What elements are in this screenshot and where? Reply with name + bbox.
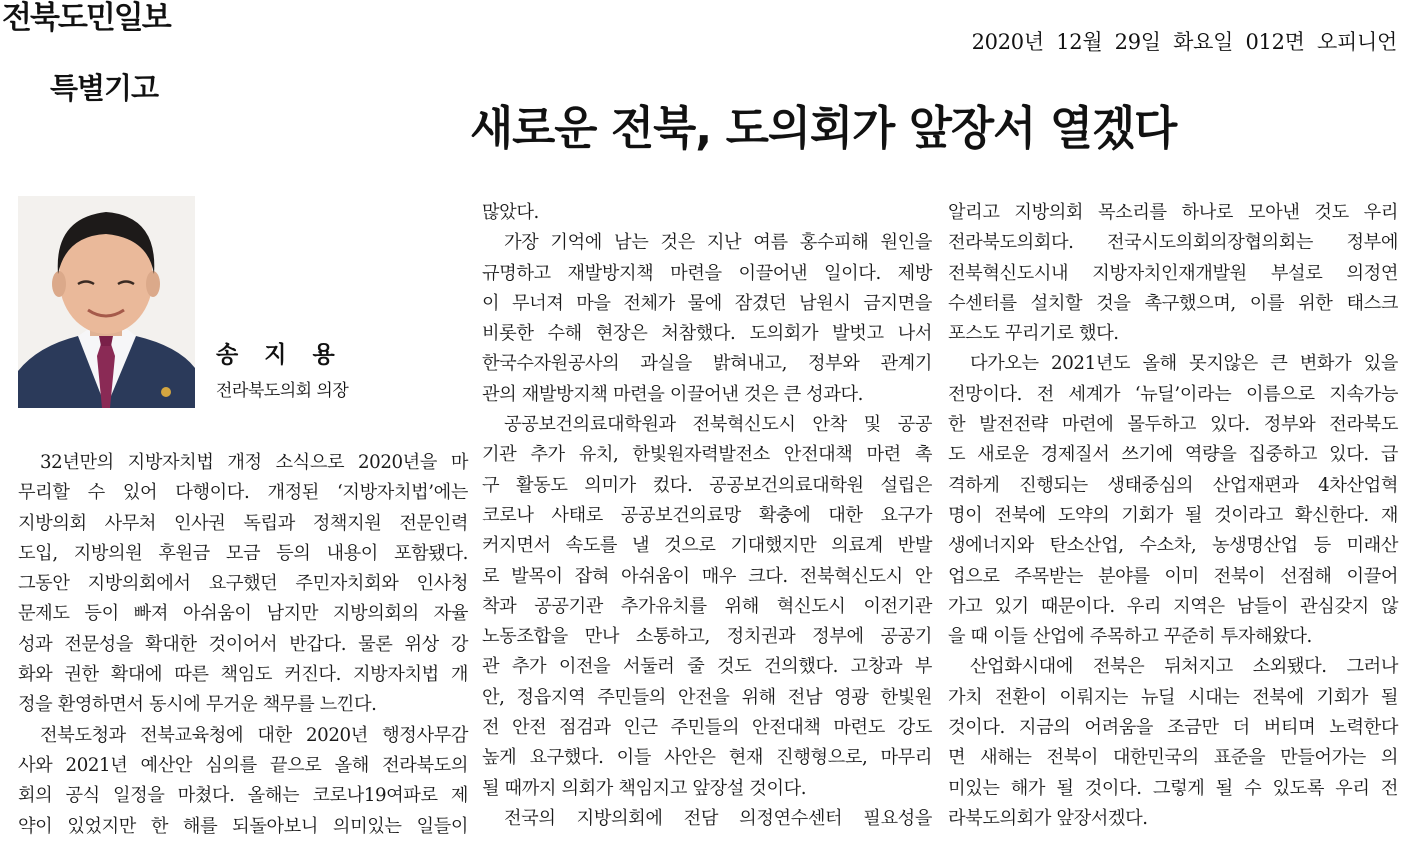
article-text-line: 도 새로운 경제질서 쓰기에 역량을 집중하고 있다. 급 xyxy=(948,444,1398,466)
article-text-line: 명이 전북에 도약의 기회가 될 것이라고 확신한다. 재 xyxy=(948,504,1398,526)
newspaper-masthead: 전북도민일보 xyxy=(2,0,170,36)
article-text-line: 격하게 진행되는 생태중심의 산업재편과 4차산업혁 xyxy=(948,474,1398,496)
article-text-line: 도입, 지방의원 후원금 모금 등의 내용이 포함됐다. xyxy=(18,542,468,564)
article-text-line: 생에너지와 탄소산업, 수소차, 농생명산업 등 미래산 xyxy=(948,535,1398,557)
article-text-line: 될 때까지 의회가 책임지고 앞장설 것이다. xyxy=(482,777,807,799)
article-column-3 xyxy=(948,198,1398,834)
article-text-line: 관 추가 이전을 서둘러 줄 것도 건의했다. 고창과 부 xyxy=(482,656,932,678)
publication-dateline: 2020년 12월 29일 화요일 012면 오피니언 xyxy=(971,30,1397,54)
article-text-line: 면 새해는 전북이 대한민국의 표준을 만들어가는 의 xyxy=(948,747,1398,769)
article-text-line: 구 활동도 의미가 컸다. 공공보건의료대학원 설립은 xyxy=(482,474,932,496)
article-text-line: 전국의 지방의회에 전담 의정연수센터 필요성을 xyxy=(504,807,932,829)
article-text-line: 수센터를 설치할 것을 촉구했으며, 이를 위한 태스크 xyxy=(948,292,1398,314)
article-text-line: 공공보건의료대학원과 전북혁신도시 안착 및 공공 xyxy=(504,414,932,436)
article-text-line: 코로나 사태로 공공보건의료망 확충에 대한 요구가 xyxy=(482,504,932,526)
article-text-line: 전라북도의회다. 전국시도의회의장협의회는 정부에 xyxy=(948,232,1398,254)
article-text-line: 알리고 지방의회 목소리를 하나로 모아낸 것도 우리 xyxy=(948,202,1398,223)
article-text-line: 로 발목이 잡혀 아쉬움이 매우 크다. 전북혁신도시 안 xyxy=(482,565,932,587)
article-text-line: 회의 공식 일정을 마쳤다. 올해는 코로나19여파로 제 xyxy=(18,785,468,807)
article-text-line: 전망이다. 전 세계가 ‘뉴딜’이라는 이름으로 지속가능 xyxy=(948,383,1398,405)
article-text-line: 한국수자원공사의 과실을 밝혀내고, 정부와 관계기 xyxy=(482,353,932,375)
article-text-line: 문제도 등이 빠져 아쉬움이 남지만 지방의회의 자율 xyxy=(18,603,468,625)
author-photo xyxy=(18,196,195,408)
article-text-line: 다가오는 2021년도 올해 못지않은 큰 변화가 있을 xyxy=(970,353,1398,375)
article-text-line: 관의 재발방지책 마련을 이끌어낸 것은 큰 성과다. xyxy=(482,383,864,405)
article-text-line: 가치 전환이 이뤄지는 뉴딜 시대는 전북에 기회가 될 xyxy=(948,686,1398,708)
article-text-line: 전북혁신도시내 지방자치인재개발원 부설로 의정연 xyxy=(948,262,1398,284)
article-text-line: 한 발전전략 마련에 몰두하고 있다. 정부와 전라북도 xyxy=(948,414,1398,436)
author-portrait-icon xyxy=(18,196,195,408)
article-text-line: 높게 요구했다. 이들 사안은 현재 진행형으로, 마무리 xyxy=(482,747,932,769)
section-label: 특별기고 xyxy=(50,71,159,105)
author-title: 전라북도의회 의장 xyxy=(216,381,349,401)
article-text-line: 화와 권한 확대에 따른 책임도 커진다. 지방자치법 개 xyxy=(18,664,468,686)
article-text-line: 업으로 주목받는 분야를 이미 전북이 선점해 이끌어 xyxy=(948,565,1398,587)
article-text-line: 포스도 꾸리기로 했다. xyxy=(948,323,1119,345)
article-text-line: 그동안 지방의회에서 요구했던 주민자치회와 인사청 xyxy=(18,573,468,595)
article-text-line: 것이다. 지금의 어려움을 조금만 더 버티며 노력한다 xyxy=(948,717,1398,739)
article-text-line: 사와 2021년 예산안 심의를 끝으로 올해 전라북도의 xyxy=(18,754,468,776)
article-text-line: 기관 추가 유치, 한빛원자력발전소 안전대책 마련 촉 xyxy=(482,444,932,466)
article-headline: 새로운 전북, 도의회가 앞장서 열겠다 xyxy=(470,101,1177,155)
article-text-line: 성과 전문성을 확대한 것이어서 반갑다. 물론 위상 강 xyxy=(18,633,468,655)
article-text-line: 노동조합을 만나 소통하고, 정치권과 정부에 공공기 xyxy=(482,626,932,648)
article-text-line: 이 무너져 마을 전체가 물에 잠겼던 남원시 금지면을 xyxy=(482,292,932,314)
article-text-line: 규명하고 재발방지책 마련을 이끌어낸 일이다. 제방 xyxy=(482,262,932,284)
article-text-line: 가고 있기 때문이다. 우리 지역은 남들이 관심갖지 않 xyxy=(948,595,1398,617)
article-text-line: 전북도청과 전북교육청에 대한 2020년 행정사무감 xyxy=(40,724,468,746)
article-text-line: 안, 정읍지역 주민들의 안전을 위해 전남 영광 한빛원 xyxy=(482,686,932,708)
article-text-line: 착과 공공기관 추가유치를 위해 혁신도시 이전기관 xyxy=(482,595,932,617)
article-text-line: 라북도의회가 앞장서겠다. xyxy=(948,807,1148,829)
article-text-line: 커지면서 속도를 낼 것으로 기대했지만 의료계 반발 xyxy=(482,535,932,557)
article-text-line: 을 때 이들 산업에 주목하고 꾸준히 투자해왔다. xyxy=(948,626,1312,648)
article-text-line: 32년만의 지방자치법 개정 소식으로 2020년을 마 xyxy=(40,452,468,473)
article-text-line: 지방의회 사무처 인사권 독립과 정책지원 전문인력 xyxy=(18,512,468,534)
author-name: 송 지 용 xyxy=(216,342,344,368)
article-text-line: 산업화시대에 전북은 뒤처지고 소외됐다. 그러나 xyxy=(970,656,1398,678)
article-text-line: 미있는 해가 될 것이다. 그렇게 될 수 있도록 우리 전 xyxy=(948,777,1398,799)
article-text-line: 가장 기억에 남는 것은 지난 여름 홍수피해 원인을 xyxy=(504,232,932,254)
article-column-1 xyxy=(18,448,468,842)
article-text-line: 무리할 수 있어 다행이다. 개정된 ‘지방자치법’에는 xyxy=(18,482,468,504)
article-text-line: 많았다. xyxy=(482,202,539,223)
article-text-line: 비롯한 수해 현장은 처참했다. 도의회가 발벗고 나서 xyxy=(482,323,932,345)
article-column-2 xyxy=(482,198,932,834)
article-text-line: 전 안전 점검과 인근 주민들의 안전대책 마련도 강도 xyxy=(482,717,932,739)
article-text-line: 약이 있었지만 한 해를 되돌아보니 의미있는 일들이 xyxy=(18,815,468,837)
article-text-line: 정을 환영하면서 동시에 무거운 책무를 느낀다. xyxy=(18,694,377,716)
